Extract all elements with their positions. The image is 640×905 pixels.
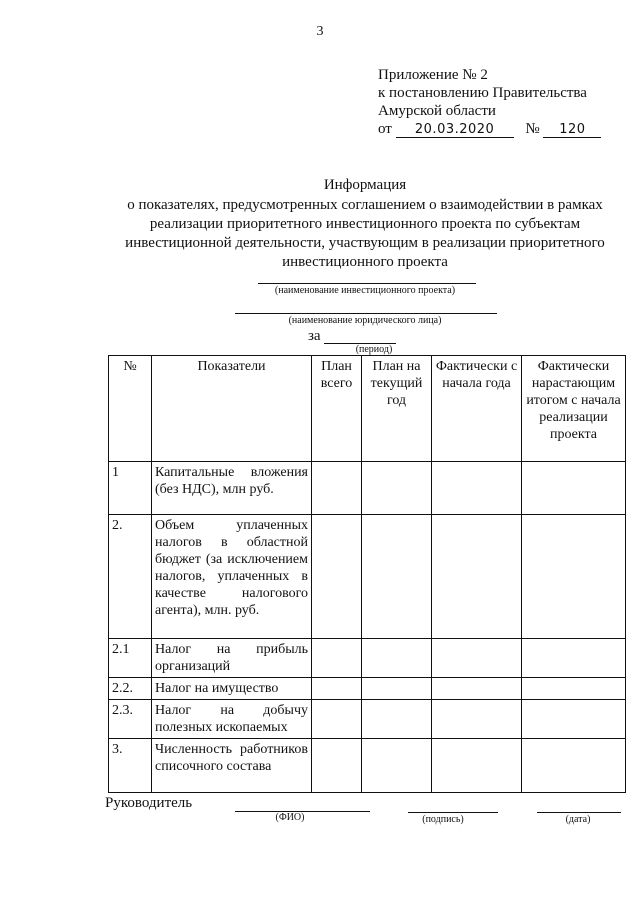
header-number: № xyxy=(109,356,152,462)
signature-label: Руководитель xyxy=(105,795,193,811)
cell-plan-current-year xyxy=(362,639,432,678)
cell-plan-total xyxy=(312,639,362,678)
cell-actual-ytd xyxy=(432,700,522,739)
cell-actual-cumulative xyxy=(522,515,626,639)
handwritten-number: 120 xyxy=(543,123,601,138)
cell-actual-cumulative xyxy=(522,639,626,678)
cell-plan-current-year xyxy=(362,678,432,700)
row-indicator: Численность работников списочного состава xyxy=(152,739,312,793)
date-line xyxy=(537,812,621,813)
sign-caption: (подпись) xyxy=(422,814,464,825)
cell-plan-current-year xyxy=(362,462,432,515)
header-indicators: Показатели xyxy=(152,356,312,462)
table-row xyxy=(109,700,626,739)
cell-plan-total xyxy=(312,700,362,739)
cell-actual-cumulative xyxy=(522,462,626,515)
row-number: 2. xyxy=(109,515,152,639)
cell-plan-current-year xyxy=(362,515,432,639)
row-number: 2.3. xyxy=(109,700,152,739)
header-actual-ytd: Фактически с начала года xyxy=(432,356,522,462)
table-header-row xyxy=(109,356,626,462)
row-indicator: Налог на добычу полезных ископаемых xyxy=(152,700,312,739)
row-number: 3. xyxy=(109,739,152,793)
cell-actual-ytd xyxy=(432,462,522,515)
period-caption: (период) xyxy=(355,344,393,355)
legal-entity-line xyxy=(235,313,497,314)
cell-actual-ytd xyxy=(432,639,522,678)
legal-entity-caption: (наименование юридического лица) xyxy=(288,315,442,326)
project-name-line xyxy=(258,283,476,284)
period-label: за xyxy=(308,328,321,344)
table-row xyxy=(109,739,626,793)
table-row xyxy=(109,639,626,678)
row-number: 2.1 xyxy=(109,639,152,678)
fio-caption: (ФИО) xyxy=(275,812,305,823)
appendix-date-line xyxy=(378,120,601,138)
cell-plan-current-year xyxy=(362,739,432,793)
table-row xyxy=(109,678,626,700)
header-plan-current-year: План на текущий год xyxy=(362,356,432,462)
appendix-line-1: Приложение № 2 xyxy=(378,67,488,83)
row-number: 1 xyxy=(109,462,152,515)
cell-plan-total xyxy=(312,515,362,639)
table-row xyxy=(109,462,626,515)
number-label: № xyxy=(525,121,540,137)
project-name-caption: (наименование инвестиционного проекта) xyxy=(274,285,456,296)
cell-actual-cumulative xyxy=(522,700,626,739)
document-title: Информация xyxy=(323,177,407,193)
appendix-line-2: к постановлению Правительства xyxy=(378,85,587,101)
cell-plan-current-year xyxy=(362,700,432,739)
row-number: 2.2. xyxy=(109,678,152,700)
cell-actual-ytd xyxy=(432,515,522,639)
cell-actual-cumulative xyxy=(522,739,626,793)
row-indicator: Капитальные вложения (без НДС), млн руб. xyxy=(152,462,312,515)
table-row xyxy=(109,515,626,639)
header-actual-cumulative: Фактически нарастающим итогом с начала реализации проекта xyxy=(522,356,626,462)
appendix-block xyxy=(378,66,601,138)
cell-plan-total xyxy=(312,678,362,700)
row-indicator: Налог на имущество xyxy=(152,678,312,700)
page-number: 3 xyxy=(316,24,324,39)
appendix-line-3: Амурской области xyxy=(378,103,496,119)
header-plan-total: План всего xyxy=(312,356,362,462)
handwritten-date: 20.03.2020 xyxy=(396,123,514,138)
row-indicator: Налог на прибыль организаций xyxy=(152,639,312,678)
row-indicator: Объем уплаченных налогов в областной бюджет (за исключением налогов, уплаченных в качестве налогового агента), млн. руб. xyxy=(152,515,312,639)
sign-line xyxy=(408,812,498,813)
cell-plan-total xyxy=(312,462,362,515)
date-caption: (дата) xyxy=(565,814,591,825)
document-subject: о показателях, предусмотренных соглашением о взаимодействии в рамках реализации приоритетного инвестиционного проекта по субъектам инвестиционной деятельности, участвующим в реализации приоритетного инвестиционного проекта xyxy=(125,197,605,270)
cell-actual-ytd xyxy=(432,739,522,793)
cell-actual-ytd xyxy=(432,678,522,700)
cell-plan-total xyxy=(312,739,362,793)
cell-actual-cumulative xyxy=(522,678,626,700)
indicators-table xyxy=(108,355,626,793)
from-label: от xyxy=(378,121,392,137)
